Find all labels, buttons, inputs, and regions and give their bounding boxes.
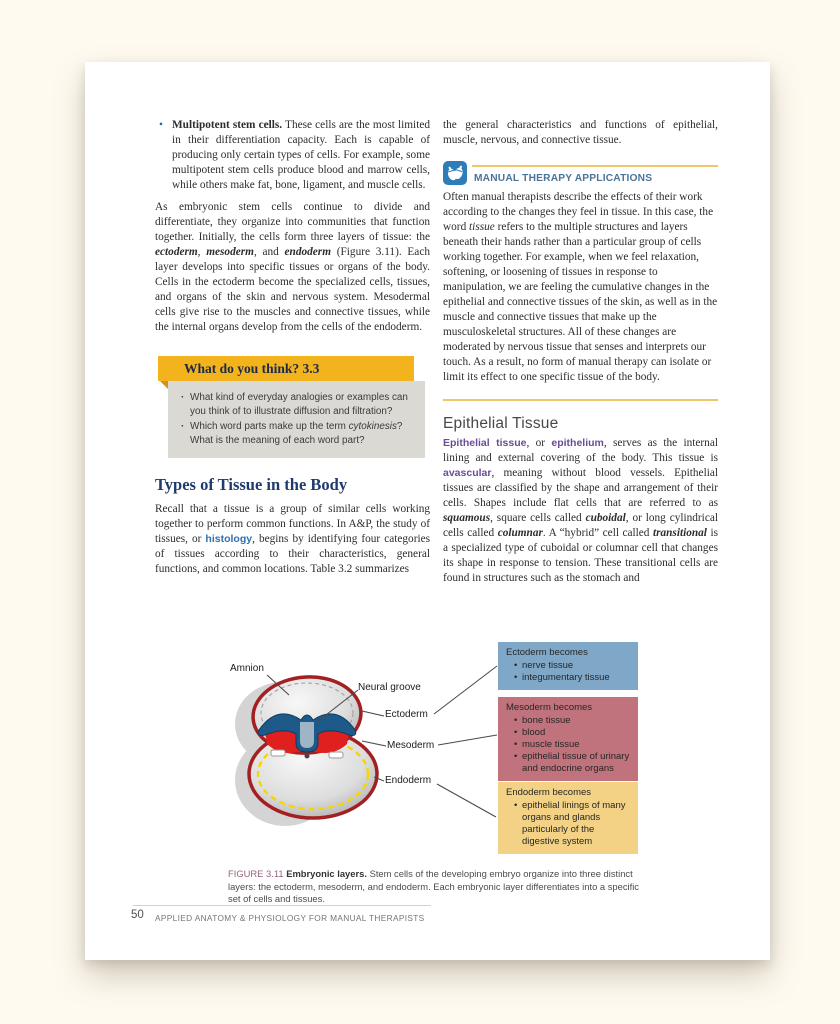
bullet-multipotent-stem-cells: • Multipotent stem cells. These cells are the most limited in their differentiation capacity. Each is capable of producing only certain types of cells. For example, some multipotent stem cells produce blood and marrow cells, while others make fat, bone, ligament, and muscle cells.	[172, 118, 430, 193]
section-heading-types-of-tissue: Types of Tissue in the Body	[155, 475, 348, 494]
figure-caption	[228, 868, 648, 906]
running-title: APPLIED ANATOMY & PHYSIOLOGY FOR MANUAL THERAPISTS	[155, 913, 425, 923]
label-amnion: Amnion	[230, 663, 264, 674]
left-column	[155, 118, 430, 577]
endoderm-box-list	[506, 800, 631, 848]
list-item: • integumentary tissue	[522, 672, 631, 684]
list-item: • blood	[522, 727, 631, 739]
label-mesoderm: Mesoderm	[387, 740, 435, 751]
ectoderm-becomes-box	[498, 642, 638, 690]
mesoderm-box-list	[506, 715, 631, 775]
think-box-question-list	[178, 391, 415, 447]
label-ectoderm: Ectoderm	[385, 709, 428, 720]
book-page	[85, 62, 770, 960]
figure-caption-text: Stem cells of the developing embryo organize into three distinct layers: the ectoderm, mesoderm, and endoderm. Each embryonic layer differentiates into a specific set of cells and tissues.	[228, 868, 639, 905]
page-number: 50	[131, 909, 144, 921]
label-endoderm: Endoderm	[385, 775, 432, 786]
paragraph-recall-tissue: Recall that a tissue is a group of similar cells working together to perform common functions. In A&P, the study of tissues, or histology, begins by identifying four categories of tissues according to their characteristics, general functions, and common locations. Table 3.2 summarizes	[155, 503, 431, 575]
paragraph-manual-therapy: Often manual therapists describe the effects of their work according to the changes they feel in tissue. In this case, the word tissue refers to the multiple structures and layers beneath their hands rather than a particular group of cells working together. For example, when we feel relaxation, softening, or loosening of tissues in response to manipulation, we are feeling the cumulative changes in the epithelial and connective tissues of the skin, as well as in the muscle and connective tissues that make up the musculoskeletal structures. All of these changes are moderated by nervous tissue that senses and interprets our touch. As a result, no form of manual therapy can isolate or limit its effect to one specific tissue of the body.	[443, 191, 718, 383]
list-item: • epithelial tissue of urinary and endocrine organs	[522, 751, 631, 775]
ectoderm-box-title: Ectoderm becomes	[506, 647, 588, 658]
think-box-fold-corner	[160, 381, 168, 389]
mta-heading: MANUAL THERAPY APPLICATIONS	[474, 173, 653, 184]
manual-therapy-applications-block	[443, 159, 718, 385]
figure-embryonic-layers	[225, 640, 655, 872]
ectoderm-box-list	[506, 660, 631, 684]
list-item: • muscle tissue	[522, 739, 631, 751]
list-item: • nerve tissue	[522, 660, 631, 672]
think-box-question-1: · What kind of everyday analogies or examples can you think of to illustrate diffusion and filtration?	[190, 391, 415, 418]
think-box-title: What do you think? 3.3	[158, 356, 414, 381]
section-divider-rule	[443, 399, 718, 401]
stem-cell-list	[155, 118, 430, 193]
think-box-question-2: · Which word parts make up the term cytokinesis? What is the meaning of each word part?	[190, 420, 415, 447]
figure-caption-title: Embryonic layers.	[286, 868, 370, 879]
paragraph-embryonic-layers: As embryonic stem cells continue to divide and differentiate, they organize into communities that function together. Initially, the cells form three layers of tissue: the ectoderm, mesoderm, and endoderm (Figure 3.11). Each layer develops into specific tissues or organs of the body. Cells in the ectoderm become the specialized cells, tissues, and organs of the skin and nervous system. Mesodermal cells give rise to the muscles and connective tissues, while the internal organs develop from the cells of the endoderm.	[155, 201, 430, 333]
mesoderm-box-title: Mesoderm becomes	[506, 702, 593, 713]
list-item: • epithelial linings of many organs and glands particularly of the digestive system	[522, 800, 631, 848]
paragraph-epithelial: Epithelial tissue, or epithelium, serves as the internal lining and external covering of the body. This tissue is avascular, meaning without blood vessels. Epithelial tissues are classified by the shape and arrangement of their cells. Shapes include flat cells that are referred to as squamous, square cells called cuboidal, or long cylindrical cells called columnar. A “hybrid” cell called transitional is a specialized type of cuboidal or columnar cell that changes its shape in response to tension. These transitional cells are found in structures such as the stomach and	[443, 437, 718, 584]
endoderm-box-title: Endoderm becomes	[506, 787, 592, 798]
hands-icon	[443, 161, 467, 185]
think-box-body	[168, 381, 425, 458]
mesoderm-becomes-box	[498, 697, 638, 781]
what-do-you-think-box	[158, 356, 425, 458]
label-neural-groove: Neural groove	[358, 682, 421, 693]
right-column	[443, 118, 718, 586]
endoderm-becomes-box	[498, 782, 638, 854]
paragraph-general-characteristics: the general characteristics and functions of epithelial, muscle, nervous, and connective tissue.	[443, 119, 718, 146]
mta-gold-rule	[472, 165, 718, 167]
list-item: • bone tissue	[522, 715, 631, 727]
footer-rule	[133, 905, 431, 906]
heading-epithelial-tissue: Epithelial Tissue	[443, 415, 559, 432]
figure-caption-number: FIGURE 3.11	[228, 868, 287, 879]
